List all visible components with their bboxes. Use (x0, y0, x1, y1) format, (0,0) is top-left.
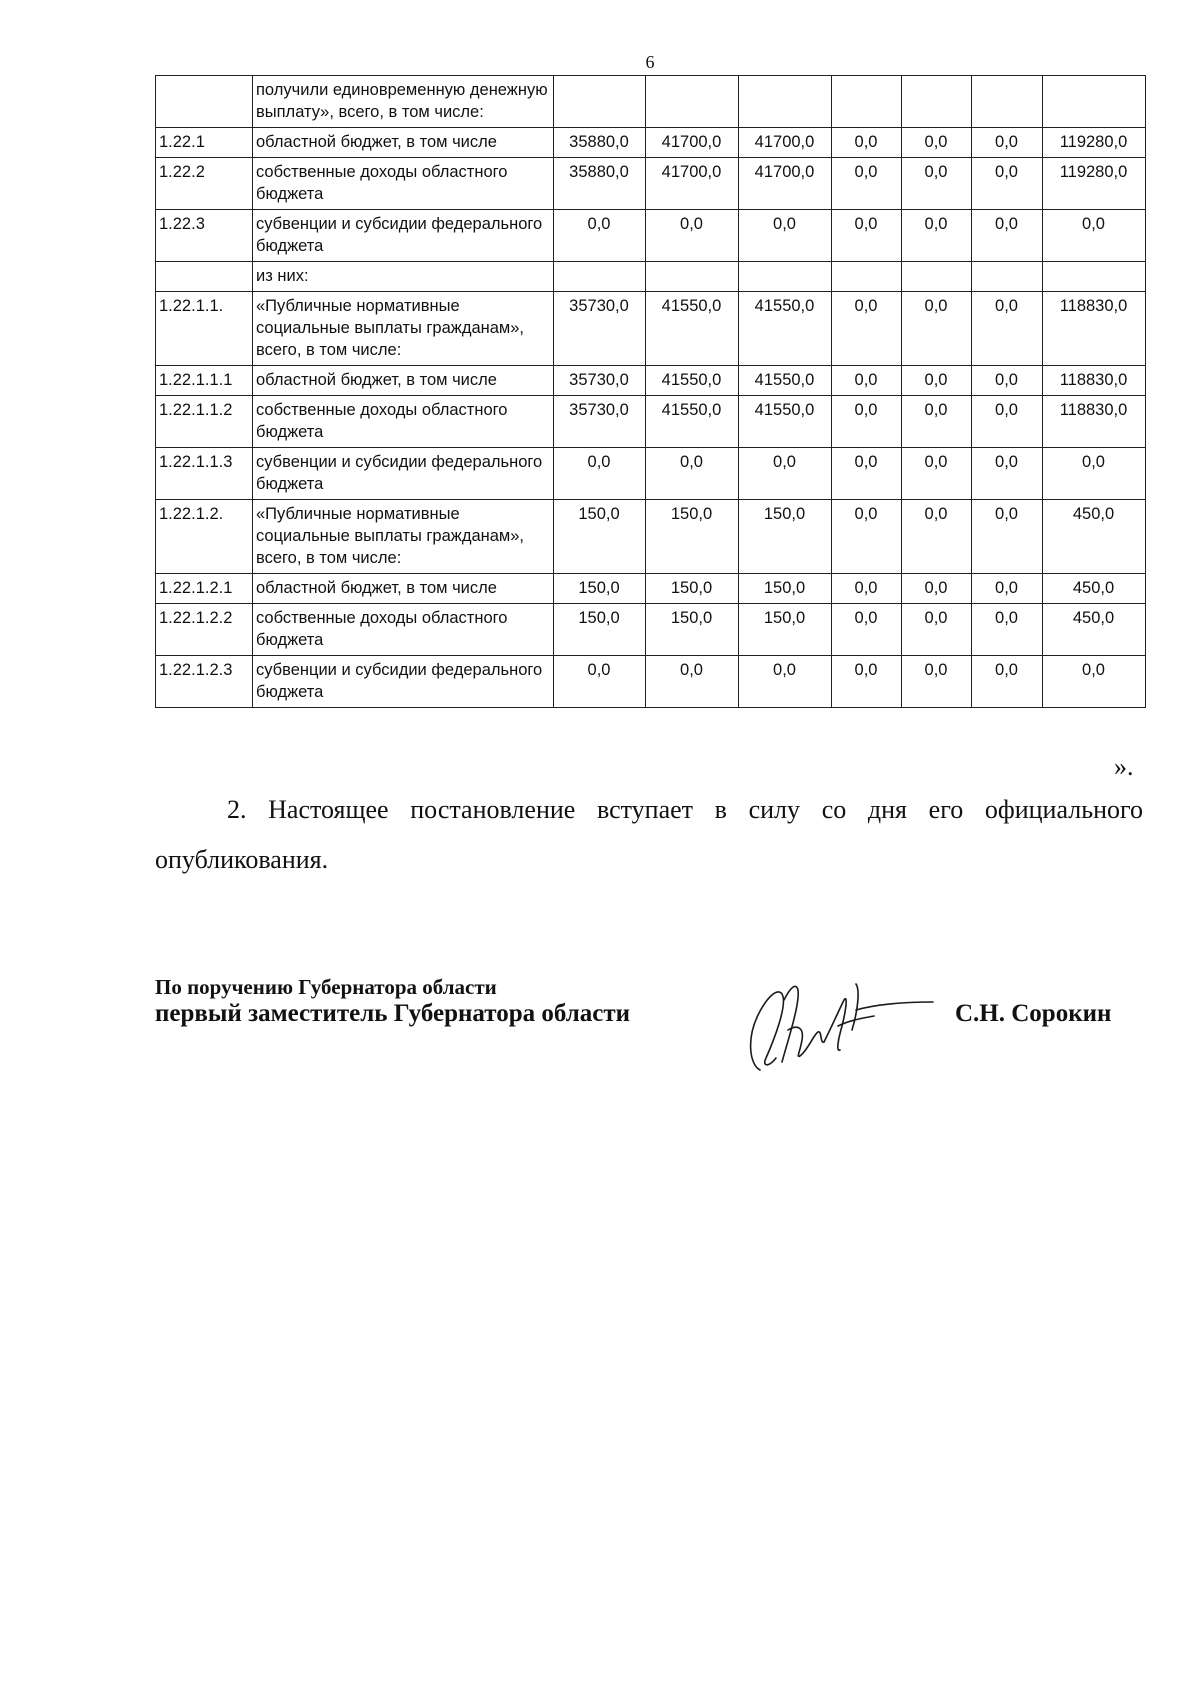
row-description: собственные доходы областного бюджета (253, 396, 554, 448)
row-value-7: 0,0 (1043, 210, 1146, 262)
row-value-4: 0,0 (832, 292, 902, 366)
row-value-5: 0,0 (902, 656, 972, 708)
row-value-1: 150,0 (554, 500, 646, 574)
row-description: субвенции и субсидии федерального бюджета (253, 210, 554, 262)
row-code: 1.22.1.2. (156, 500, 253, 574)
row-code: 1.22.1.2.2 (156, 604, 253, 656)
row-value-4: 0,0 (832, 128, 902, 158)
row-value-2: 150,0 (646, 500, 739, 574)
row-value-6: 0,0 (972, 448, 1043, 500)
row-code: 1.22.3 (156, 210, 253, 262)
row-value-1 (554, 262, 646, 292)
row-value-1: 0,0 (554, 656, 646, 708)
row-description: субвенции и субсидии федерального бюджета (253, 448, 554, 500)
table-row (156, 656, 1146, 708)
budget-table (155, 75, 1146, 708)
row-code: 1.22.1.1.3 (156, 448, 253, 500)
row-value-3: 0,0 (739, 656, 832, 708)
row-value-2: 41550,0 (646, 366, 739, 396)
row-value-2: 41700,0 (646, 128, 739, 158)
row-value-5: 0,0 (902, 128, 972, 158)
row-value-4: 0,0 (832, 448, 902, 500)
table-row (156, 158, 1146, 210)
row-value-5: 0,0 (902, 158, 972, 210)
signature-position-line: первый заместитель Губернатора области (155, 1000, 631, 1027)
row-value-1: 0,0 (554, 210, 646, 262)
row-value-5: 0,0 (902, 396, 972, 448)
row-code: 1.22.1.1. (156, 292, 253, 366)
row-description: областной бюджет, в том числе (253, 574, 554, 604)
row-value-5 (902, 76, 972, 128)
row-value-3: 150,0 (739, 574, 832, 604)
row-description: получили единовременную денежную выплату», всего, в том числе: (253, 76, 554, 128)
row-value-3: 41550,0 (739, 396, 832, 448)
row-value-3: 150,0 (739, 500, 832, 574)
row-code: 1.22.1.1.1 (156, 366, 253, 396)
row-value-6: 0,0 (972, 500, 1043, 574)
row-value-3: 41700,0 (739, 128, 832, 158)
row-value-7: 118830,0 (1043, 396, 1146, 448)
row-value-6: 0,0 (972, 604, 1043, 656)
row-value-7: 118830,0 (1043, 292, 1146, 366)
row-value-2 (646, 262, 739, 292)
row-value-4 (832, 262, 902, 292)
row-value-3: 41550,0 (739, 292, 832, 366)
row-value-2 (646, 76, 739, 128)
row-value-5: 0,0 (902, 574, 972, 604)
row-description: собственные доходы областного бюджета (253, 158, 554, 210)
row-value-2: 0,0 (646, 210, 739, 262)
row-value-7: 450,0 (1043, 500, 1146, 574)
row-value-2: 150,0 (646, 604, 739, 656)
row-value-7: 118830,0 (1043, 366, 1146, 396)
row-value-2: 150,0 (646, 574, 739, 604)
row-value-7: 119280,0 (1043, 158, 1146, 210)
row-value-6: 0,0 (972, 292, 1043, 366)
table-row (156, 448, 1146, 500)
row-value-3: 41700,0 (739, 158, 832, 210)
row-value-4: 0,0 (832, 604, 902, 656)
table-row (156, 292, 1146, 366)
signatory-name: С.Н. Сорокин (955, 1000, 1112, 1027)
row-code: 1.22.1 (156, 128, 253, 158)
row-value-5: 0,0 (902, 292, 972, 366)
row-description: «Публичные нормативные социальные выплаты гражданам», всего, в том числе: (253, 292, 554, 366)
row-description: из них: (253, 262, 554, 292)
table-row (156, 262, 1146, 292)
table-row (156, 210, 1146, 262)
row-value-2: 41550,0 (646, 292, 739, 366)
row-value-7: 119280,0 (1043, 128, 1146, 158)
row-value-1: 35730,0 (554, 396, 646, 448)
row-value-3: 0,0 (739, 210, 832, 262)
row-value-5: 0,0 (902, 604, 972, 656)
row-value-3: 150,0 (739, 604, 832, 656)
signature-authority-line: По поручению Губернатора области (155, 975, 497, 999)
row-value-4: 0,0 (832, 158, 902, 210)
row-value-3 (739, 262, 832, 292)
closing-quote: ». (1114, 752, 1134, 781)
row-description: субвенции и субсидии федерального бюджета (253, 656, 554, 708)
row-value-3: 0,0 (739, 448, 832, 500)
row-value-4: 0,0 (832, 500, 902, 574)
row-value-2: 41700,0 (646, 158, 739, 210)
row-value-1: 35730,0 (554, 366, 646, 396)
row-value-2: 0,0 (646, 448, 739, 500)
row-value-5: 0,0 (902, 448, 972, 500)
row-description: собственные доходы областного бюджета (253, 604, 554, 656)
row-value-7 (1043, 262, 1146, 292)
table-row (156, 76, 1146, 128)
table-row (156, 604, 1146, 656)
row-code: 1.22.2 (156, 158, 253, 210)
row-value-5: 0,0 (902, 500, 972, 574)
handwritten-signature (738, 970, 938, 1075)
row-value-5: 0,0 (902, 366, 972, 396)
table-row (156, 366, 1146, 396)
row-value-4: 0,0 (832, 210, 902, 262)
row-description: областной бюджет, в том числе (253, 128, 554, 158)
row-value-4: 0,0 (832, 656, 902, 708)
row-value-4: 0,0 (832, 366, 902, 396)
row-value-6 (972, 262, 1043, 292)
row-value-1: 35880,0 (554, 158, 646, 210)
paragraph-effective-date: 2. Настоящее постановление вступает в силу со дня его официального опубликования. (155, 795, 1143, 874)
row-code (156, 262, 253, 292)
table-row (156, 396, 1146, 448)
row-value-4: 0,0 (832, 574, 902, 604)
row-value-4: 0,0 (832, 396, 902, 448)
row-value-5: 0,0 (902, 210, 972, 262)
row-value-7: 0,0 (1043, 656, 1146, 708)
row-value-4 (832, 76, 902, 128)
row-code: 1.22.1.1.2 (156, 396, 253, 448)
row-value-6: 0,0 (972, 210, 1043, 262)
row-value-7 (1043, 76, 1146, 128)
row-value-6: 0,0 (972, 396, 1043, 448)
row-value-6 (972, 76, 1043, 128)
row-code (156, 76, 253, 128)
table-row (156, 500, 1146, 574)
row-description: областной бюджет, в том числе (253, 366, 554, 396)
table-row (156, 574, 1146, 604)
row-value-1: 35730,0 (554, 292, 646, 366)
row-value-6: 0,0 (972, 158, 1043, 210)
row-value-6: 0,0 (972, 366, 1043, 396)
row-code: 1.22.1.2.3 (156, 656, 253, 708)
row-value-6: 0,0 (972, 128, 1043, 158)
row-value-5 (902, 262, 972, 292)
row-description: «Публичные нормативные социальные выплаты гражданам», всего, в том числе: (253, 500, 554, 574)
budget-table-body (156, 76, 1146, 708)
row-value-1: 150,0 (554, 604, 646, 656)
row-value-6: 0,0 (972, 656, 1043, 708)
row-value-7: 450,0 (1043, 604, 1146, 656)
page-number: 6 (645, 52, 655, 72)
row-value-7: 0,0 (1043, 448, 1146, 500)
row-value-3 (739, 76, 832, 128)
row-value-2: 41550,0 (646, 396, 739, 448)
row-code: 1.22.1.2.1 (156, 574, 253, 604)
row-value-1: 0,0 (554, 448, 646, 500)
row-value-1: 35880,0 (554, 128, 646, 158)
row-value-2: 0,0 (646, 656, 739, 708)
row-value-1: 150,0 (554, 574, 646, 604)
table-row (156, 128, 1146, 158)
row-value-1 (554, 76, 646, 128)
row-value-6: 0,0 (972, 574, 1043, 604)
row-value-7: 450,0 (1043, 574, 1146, 604)
row-value-3: 41550,0 (739, 366, 832, 396)
